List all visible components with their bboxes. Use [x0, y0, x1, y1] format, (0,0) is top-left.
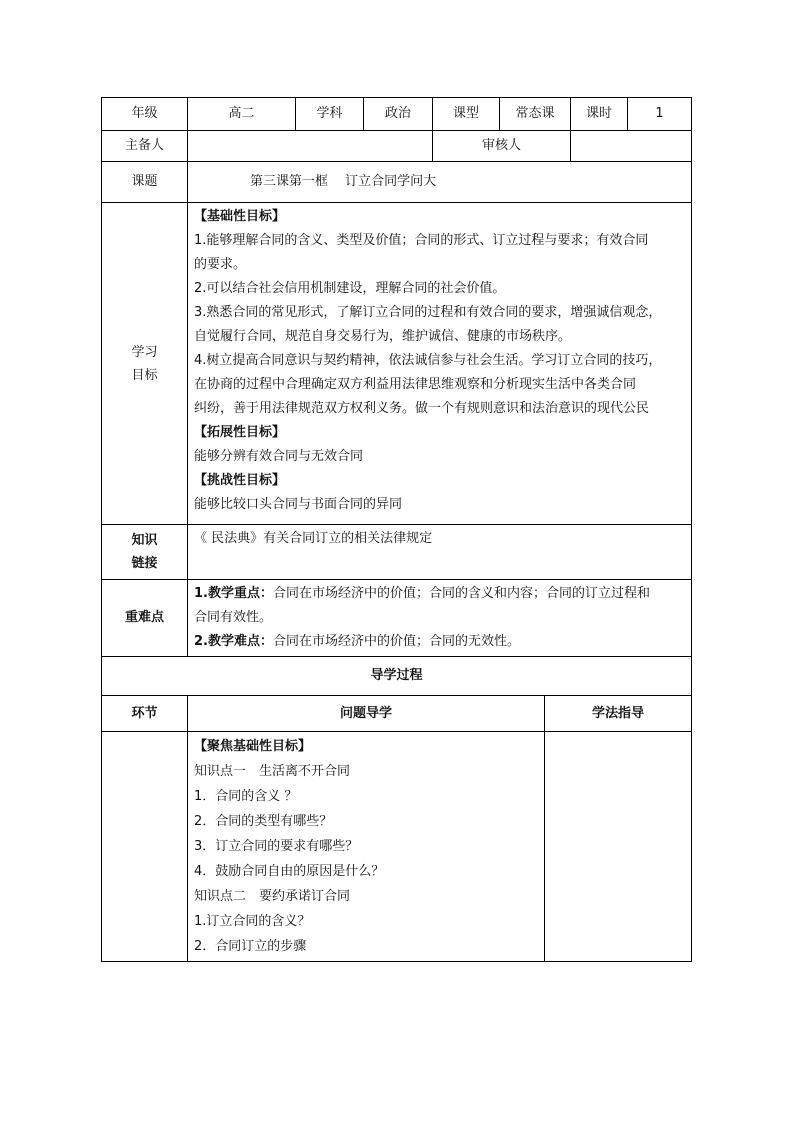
lesson-plan-page	[101, 97, 691, 962]
knowledge-label-line2: 链接	[131, 556, 158, 571]
teaching-difficulty-prefix: 2.教学难点：	[194, 634, 273, 649]
key-points-label: 重难点	[102, 580, 188, 657]
process-method-cell	[545, 732, 692, 962]
basic-objective-line: 纠纷，善于用法律规范双方权利义务。做一个有规则意识和法治意识的现代公民	[194, 401, 650, 416]
question-line: 1.订立合同的含义？	[194, 914, 311, 929]
prep-row	[102, 131, 692, 162]
question-line: 2．合同的类型有哪些？	[194, 814, 333, 829]
question-line: 知识点二 要约承诺订合同	[194, 889, 351, 904]
knowledge-text: 《 民法典》有关合同订立的相关法律规定	[188, 525, 692, 580]
key-points-row	[102, 580, 692, 657]
basic-objective-line: 4.树立提高合同意识与契约精神，依法诚信参与社会生活。学习订立合同的技巧，	[194, 353, 662, 368]
subject-value: 政治	[364, 98, 433, 131]
teaching-focus-prefix: 1.教学重点：	[194, 586, 273, 601]
knowledge-label-line1: 知识	[131, 533, 158, 548]
basic-objective-line: 自觉履行合同，规范自身交易行为，维护诚信、健康的市场秩序。	[194, 329, 572, 344]
grade-value: 高二	[188, 98, 296, 131]
question-line: 知识点一 生活离不开合同	[194, 764, 351, 779]
teaching-focus-text: 合同在市场经济中的价值；合同的含义和内容；合同的订立过程和	[272, 586, 650, 601]
reviewer-label: 审核人	[433, 131, 571, 162]
objectives-label	[102, 203, 188, 525]
guide-title: 导学过程	[102, 657, 692, 696]
question-line: 4．鼓励合同自由的原因是什么？	[194, 864, 385, 879]
type-value: 常态课	[500, 98, 571, 131]
key-points-content	[188, 580, 692, 657]
teaching-focus-line1	[194, 582, 685, 606]
hours-label: 课时	[571, 98, 628, 131]
process-header-row	[102, 696, 692, 732]
focus-basic-heading: 【聚焦基础性目标】	[194, 739, 312, 754]
extended-objective-text: 能够分辨有效合同与无效合同	[194, 449, 364, 464]
guide-title-row	[102, 657, 692, 696]
grade-label: 年级	[102, 98, 188, 131]
process-col-questions: 问题导学	[188, 696, 545, 732]
basic-objective-line: 在协商的过程中合理确定双方利益用法律思维观察和分析现实生活中各类合同	[194, 377, 637, 392]
reviewer-value	[571, 131, 692, 162]
subject-label: 学科	[296, 98, 364, 131]
topic-label: 课题	[102, 162, 188, 203]
basic-objective-line: 1.能够理解合同的含义、类型及价值；合同的形式、订立过程与要求；有效合同	[194, 233, 649, 248]
teaching-focus-line2: 合同有效性。	[194, 610, 273, 625]
question-line: 1．合同的含义 ？	[194, 789, 298, 804]
challenge-objective-heading: 【挑战性目标】	[194, 473, 286, 488]
process-col-method: 学法指导	[545, 696, 692, 732]
knowledge-row	[102, 525, 692, 580]
objectives-content	[188, 203, 692, 525]
process-col-stage: 环节	[102, 696, 188, 732]
process-stage-cell	[102, 732, 188, 962]
challenge-objective-text: 能够比较口头合同与书面合同的异同	[194, 497, 403, 512]
basic-objective-line: 2.可以结合社会信用机制建设，理解合同的社会价值。	[194, 281, 506, 296]
question-line: 2．合同订立的步骤	[194, 939, 307, 954]
extended-objective-heading: 【拓展性目标】	[194, 425, 286, 440]
basic-objective-heading: 【基础性目标】	[194, 209, 286, 224]
process-questions-cell	[188, 732, 545, 962]
objectives-label-line1: 学习	[131, 344, 158, 360]
process-content-row	[102, 732, 692, 962]
teaching-difficulty-text: 合同在市场经济中的价值；合同的无效性。	[272, 634, 520, 649]
header-row	[102, 98, 692, 131]
knowledge-label	[102, 525, 188, 580]
objectives-label-line2: 目标	[131, 367, 158, 383]
teaching-difficulty-line	[194, 630, 685, 654]
basic-objective-line: 的要求。	[194, 257, 247, 272]
hours-value: 1	[628, 98, 692, 131]
topic-value: 第三课第一框 订立合同学问大	[188, 162, 692, 203]
basic-objective-line: 3.熟悉合同的常见形式，了解订立合同的过程和有效合同的要求，增强诚信观念，	[194, 305, 662, 320]
preparer-value	[188, 131, 433, 162]
question-line: 3．订立合同的要求有哪些？	[194, 839, 359, 854]
lesson-plan-table	[101, 97, 692, 962]
type-label: 课型	[433, 98, 500, 131]
preparer-label: 主备人	[102, 131, 188, 162]
topic-row	[102, 162, 692, 203]
objectives-row	[102, 203, 692, 525]
